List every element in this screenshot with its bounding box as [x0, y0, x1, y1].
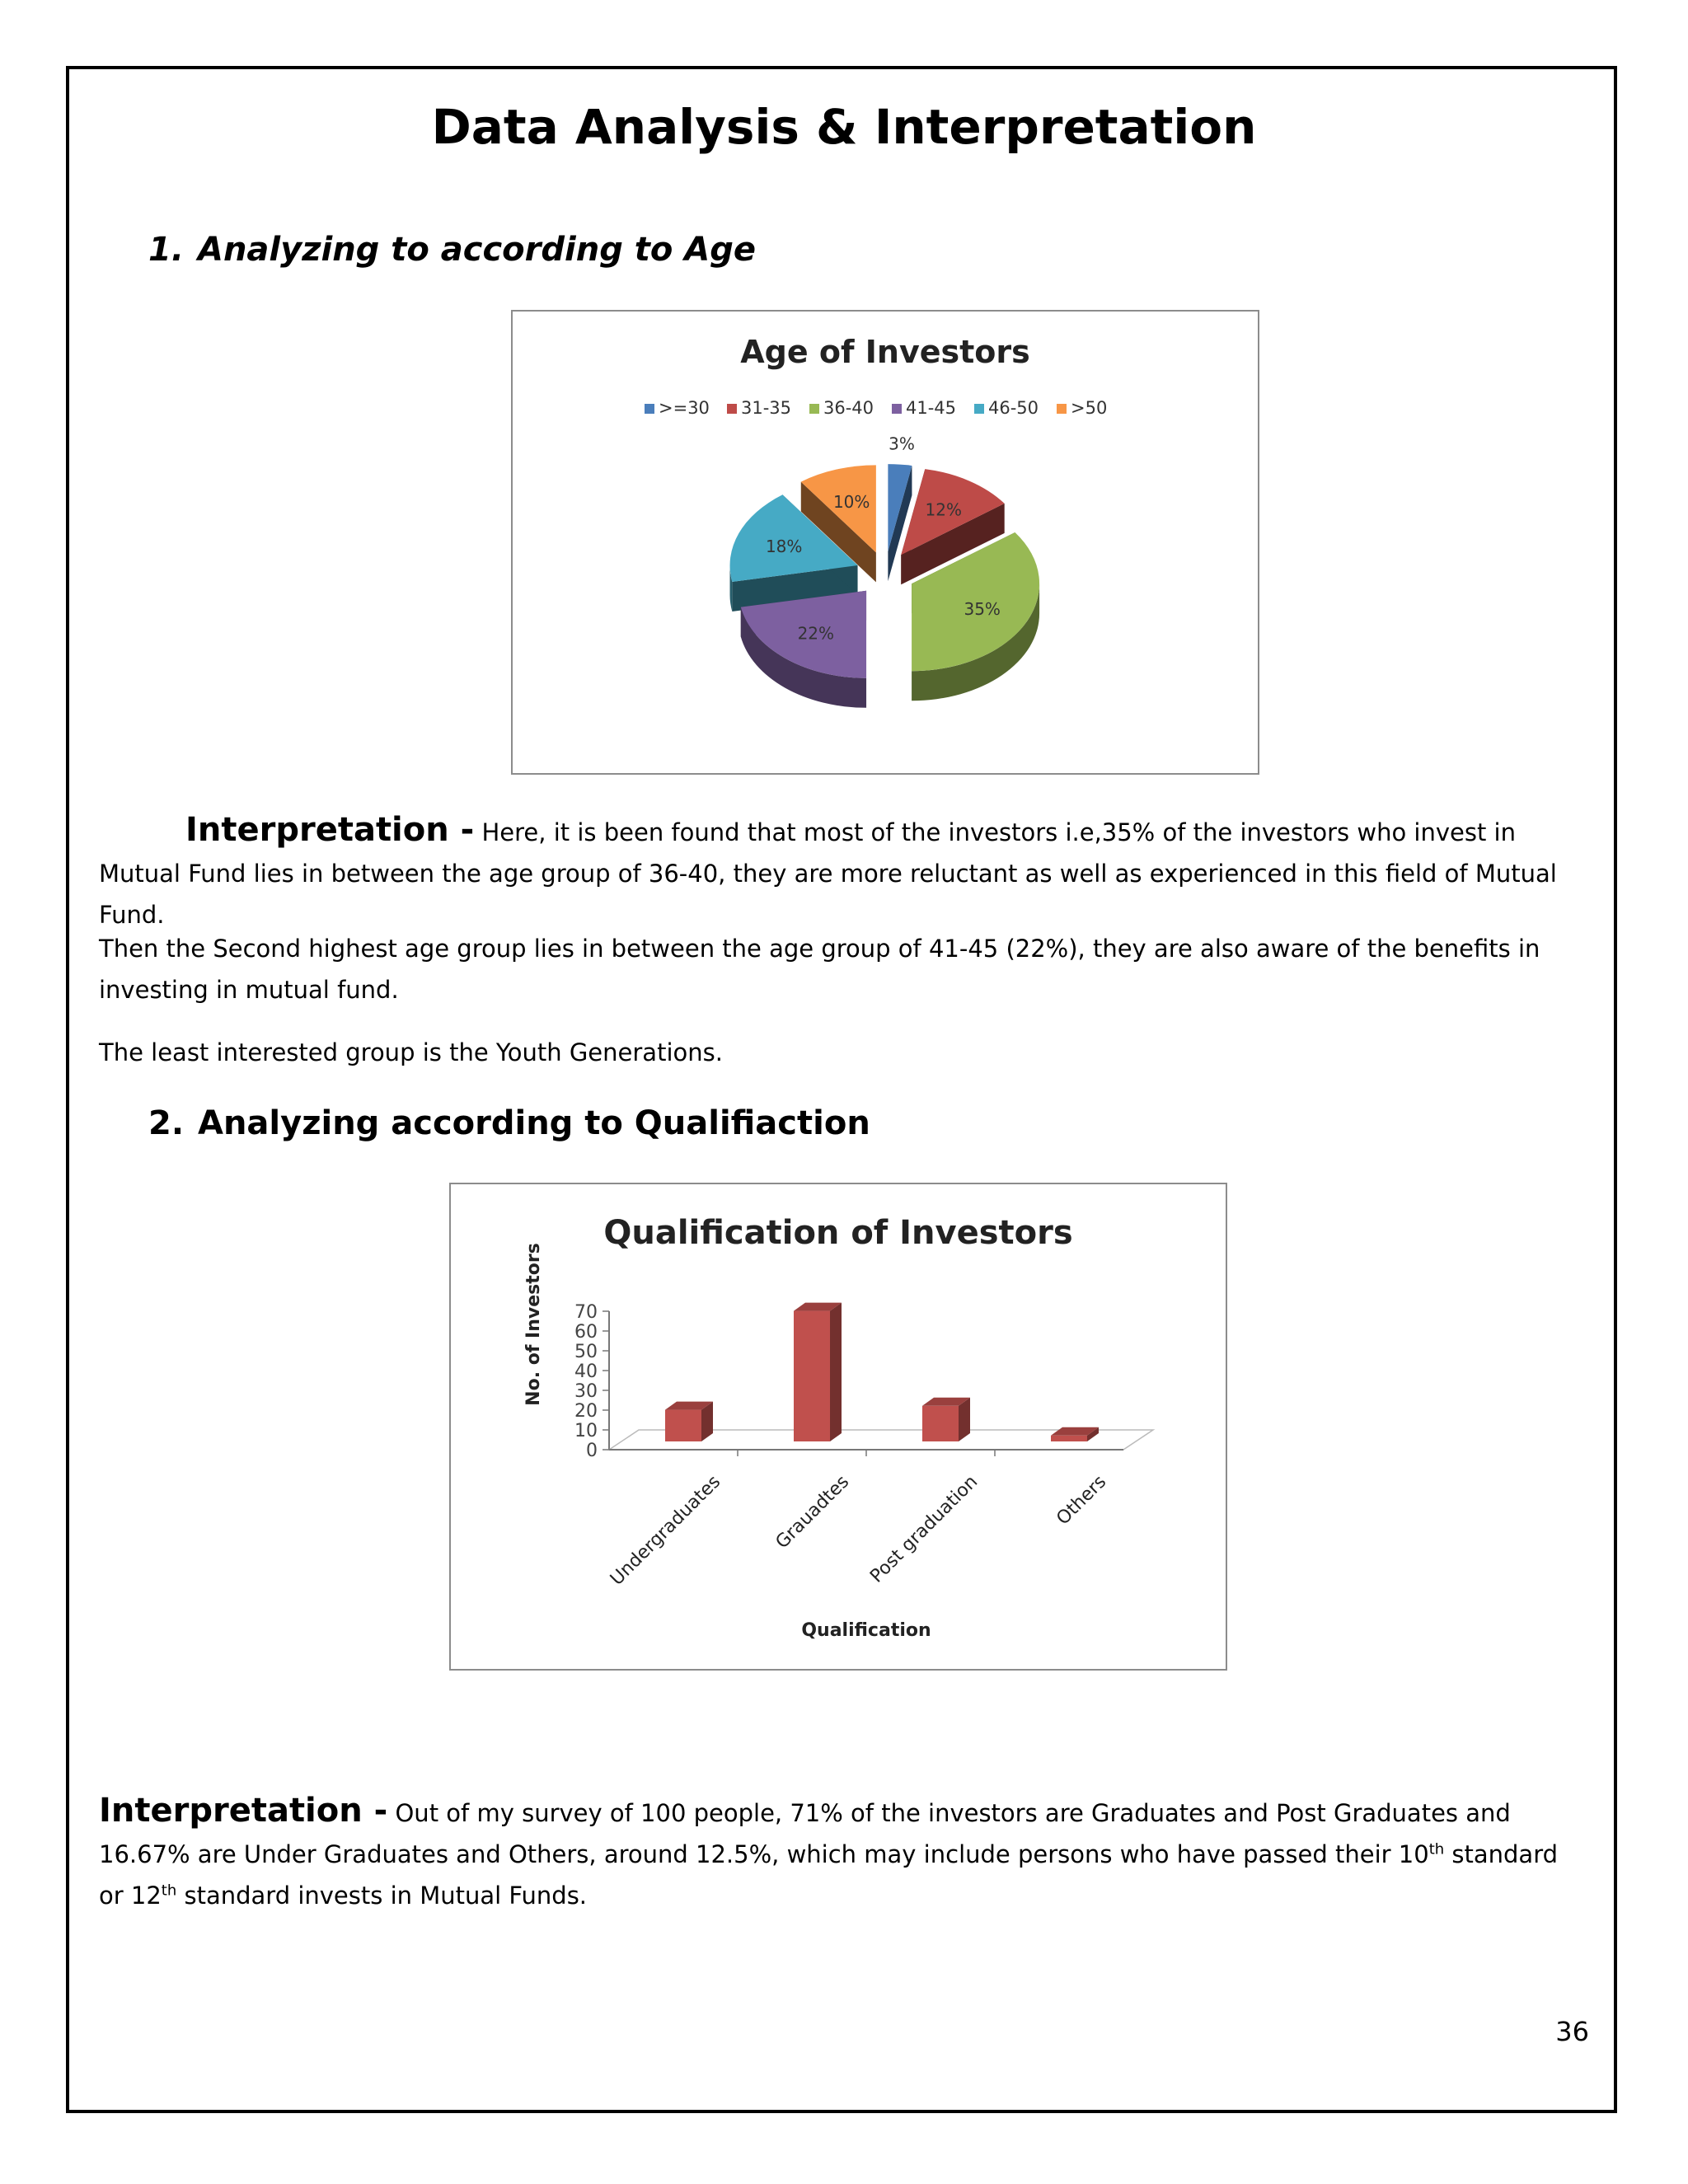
sup-th-1: th [1428, 1840, 1445, 1858]
section1-interpretation-lead: Interpretation - [185, 811, 475, 849]
pie-slice [741, 591, 866, 708]
pie-legend-label: 46-50 [988, 398, 1039, 418]
section2-interpretation-text-a: Out of my survey of 100 people, 71% of the investors are Graduates and Post Graduates and 16.67% are Under Graduates and Others, around 12.5%, which may include persons who have passed their 10 [99, 1799, 1511, 1868]
bar-xtick-label: Others [1053, 1471, 1111, 1530]
bar-ytick-label: 20 [574, 1401, 598, 1422]
section2-interpretation-lead: Interpretation - [99, 1792, 388, 1830]
section1-interpretation [99, 809, 1582, 935]
bar-bars [665, 1303, 1099, 1441]
page-title: Data Analysis & Interpretation [431, 99, 1257, 155]
bar [665, 1402, 713, 1441]
pie-data-label: 3% [889, 434, 915, 454]
bar-chart-ylabel: No. of Investors [523, 1243, 544, 1406]
pie-data-label: 22% [797, 623, 835, 644]
page-number: 36 [1555, 2016, 1589, 2047]
bar-xticks [607, 1450, 1110, 1590]
pie-legend-swatch [645, 404, 654, 414]
bar-xtick-label: Grauadtes [771, 1471, 854, 1554]
section1-interpretation-text: Here, it is been found that most of the investors i.e,35% of the investors who invest in Mutual Fund lies in between the age group of 36-40, they are more reluctant as well as experienced in this field of Mutual Fund. [99, 818, 1557, 929]
pie-legend-swatch [1057, 404, 1067, 414]
bar-chart-title: Qualification of Investors [603, 1214, 1073, 1252]
pie-legend-label: 41-45 [906, 398, 957, 418]
bar-ytick-label: 50 [574, 1342, 598, 1362]
section2-interpretation-text-c: standard invests in Mutual Funds. [176, 1882, 588, 1910]
pie-data-label: 18% [765, 536, 803, 556]
pie-chart-title: Age of Investors [740, 334, 1030, 370]
age-chart [511, 310, 1259, 775]
bar-ytick-label: 10 [574, 1421, 598, 1441]
pie-legend-label: >=30 [659, 398, 710, 418]
section1-heading [148, 231, 756, 269]
pie-legend-label: 31-35 [741, 398, 792, 418]
pie-data-label: 12% [925, 499, 963, 520]
bar-yticks [574, 1302, 609, 1461]
pie-legend-swatch [974, 404, 984, 414]
section2-heading [148, 1104, 870, 1142]
pie-legend-swatch [892, 404, 902, 414]
bar [922, 1398, 970, 1441]
pie-legend-label: >50 [1071, 398, 1108, 418]
bar-ytick-label: 30 [574, 1381, 598, 1402]
sup-th-2: th [161, 1882, 177, 1900]
qualification-bar-chart [451, 1184, 1226, 1669]
pie-legend-label: 36-40 [823, 398, 874, 418]
section2-interpretation [99, 1790, 1582, 1916]
bar [794, 1303, 842, 1441]
pie-legend [645, 398, 1107, 418]
pie-data-label: 35% [964, 599, 1001, 620]
bar-ytick-label: 40 [574, 1361, 598, 1382]
bar-xtick-label: Undergraduates [606, 1471, 725, 1590]
section1-paragraph-2: Then the Second highest age group lies in between the age group of 41-45 (22%), they are also aware of the benefits in investing in mutual fund. [99, 935, 1540, 1004]
section2-interpretation-text-b: standard or 12 [99, 1840, 1559, 1910]
section1-number: 1. [148, 231, 185, 269]
section1-paragraph-3: The least interested group is the Youth Generations. [99, 1038, 723, 1066]
pie-data-label: 10% [832, 491, 870, 512]
bar-ytick-label: 70 [574, 1302, 598, 1323]
bar-ytick-label: 0 [586, 1441, 598, 1461]
pie-slices [730, 464, 1040, 708]
bar-chart-xlabel: Qualification [801, 1620, 931, 1641]
age-pie-chart [513, 312, 1258, 773]
qualification-chart [449, 1183, 1227, 1671]
pie-legend-swatch [727, 404, 737, 414]
pie-legend-swatch [809, 404, 819, 414]
bar-xtick-label: Post graduation [866, 1471, 982, 1587]
section2-heading-text: Analyzing according to Qualifiaction [198, 1104, 870, 1142]
section2-number: 2. [148, 1104, 185, 1142]
section1-heading-text: Analyzing to according to Age [198, 231, 757, 269]
bar-ytick-label: 60 [574, 1322, 598, 1343]
